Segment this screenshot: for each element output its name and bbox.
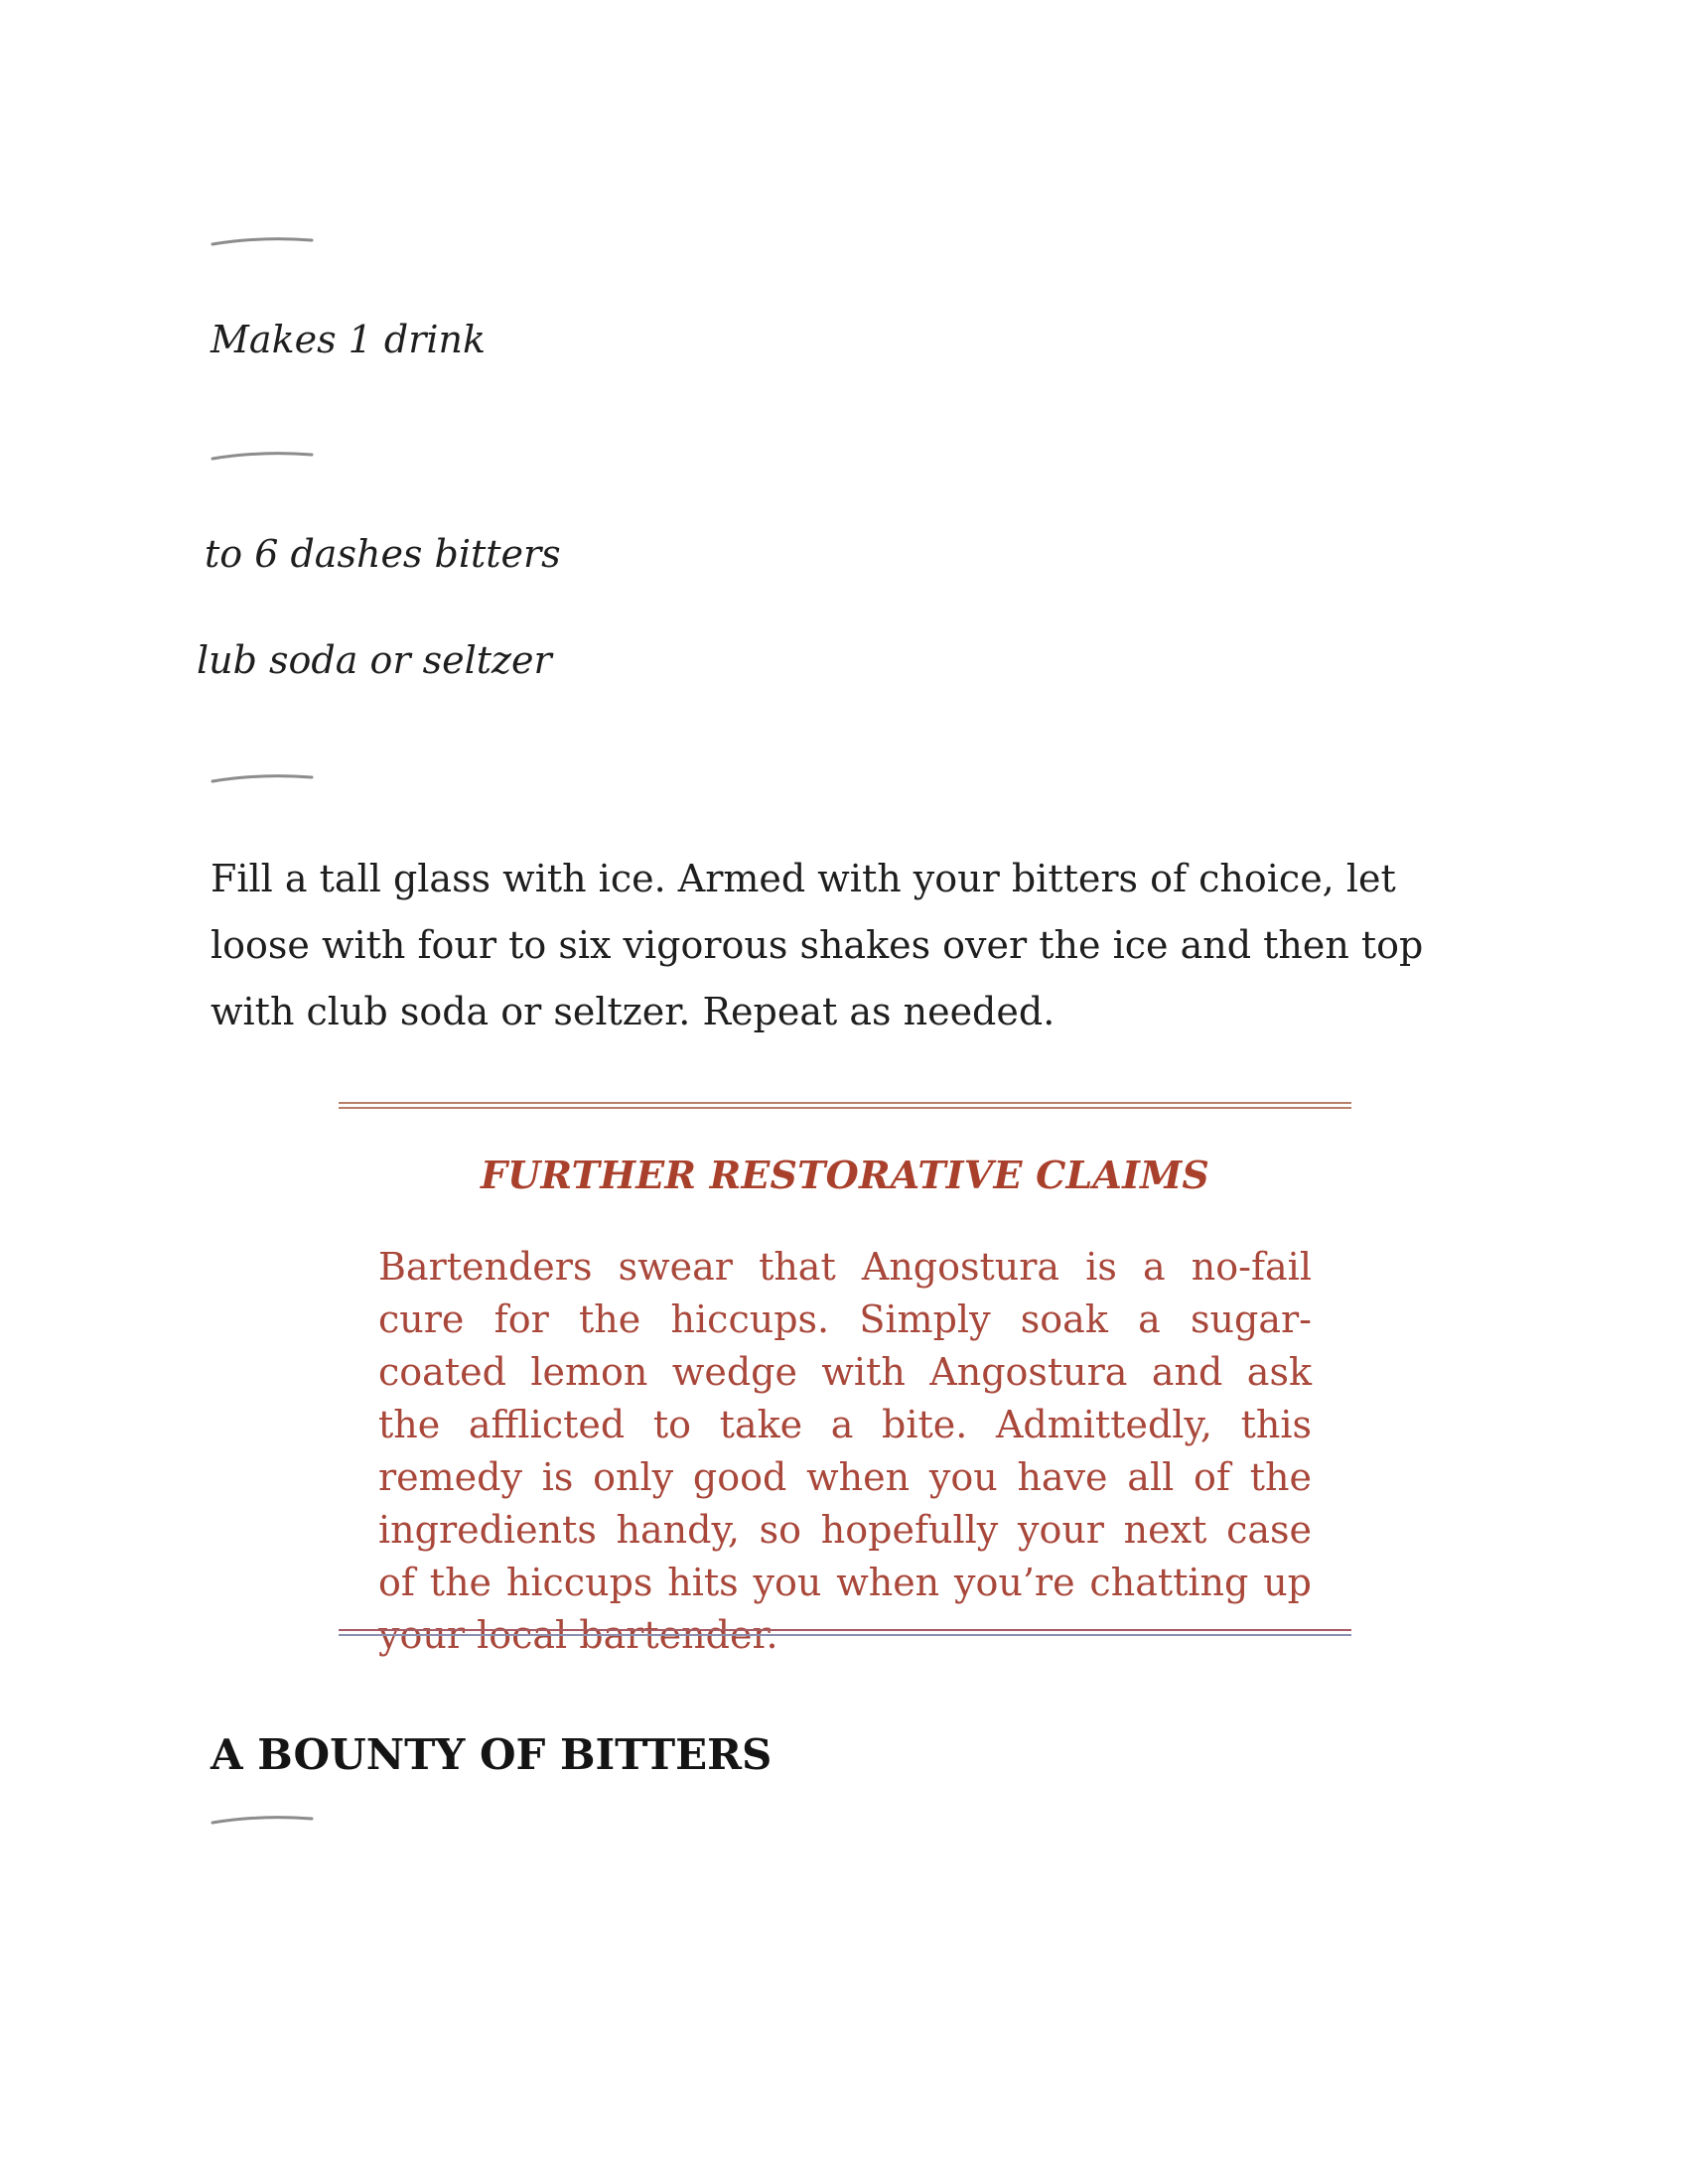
ingredient-item: lub soda or seltzer xyxy=(197,638,552,682)
swash-divider-icon xyxy=(211,234,314,248)
section-heading: A BOUNTY OF BITTERS xyxy=(211,1730,773,1779)
swash-divider-icon xyxy=(211,449,314,463)
ingredient-item: to 6 dashes bitters xyxy=(205,532,561,576)
recipe-instructions: Fill a tall glass with ice. Armed with your bitters of choice, let loose with four to six vigorous shakes over the ice and then top with club soda or seltzer. Repeat as needed. xyxy=(211,857,1424,1033)
swash-divider-icon xyxy=(211,771,314,785)
swash-divider-icon xyxy=(211,1813,314,1827)
sidebar-title: FURTHER RESTORATIVE CLAIMS xyxy=(481,1153,1209,1197)
sidebar-body: Bartenders swear that Angostura is a no-fail cure for the hiccups. Simply soak a sugar-coated lemon wedge with Angostura and ask the afflicted to take a bite. Admittedly, this remedy is only good when you have all of the ingredients handy, so hopefully your next case of the hiccups hits you when you’re chatting up your local bartender. xyxy=(378,1245,1312,1657)
sidebar-bottom-rule xyxy=(339,1629,1351,1636)
recipe-yield: Makes 1 drink xyxy=(211,318,487,361)
sidebar-top-rule xyxy=(339,1102,1351,1109)
